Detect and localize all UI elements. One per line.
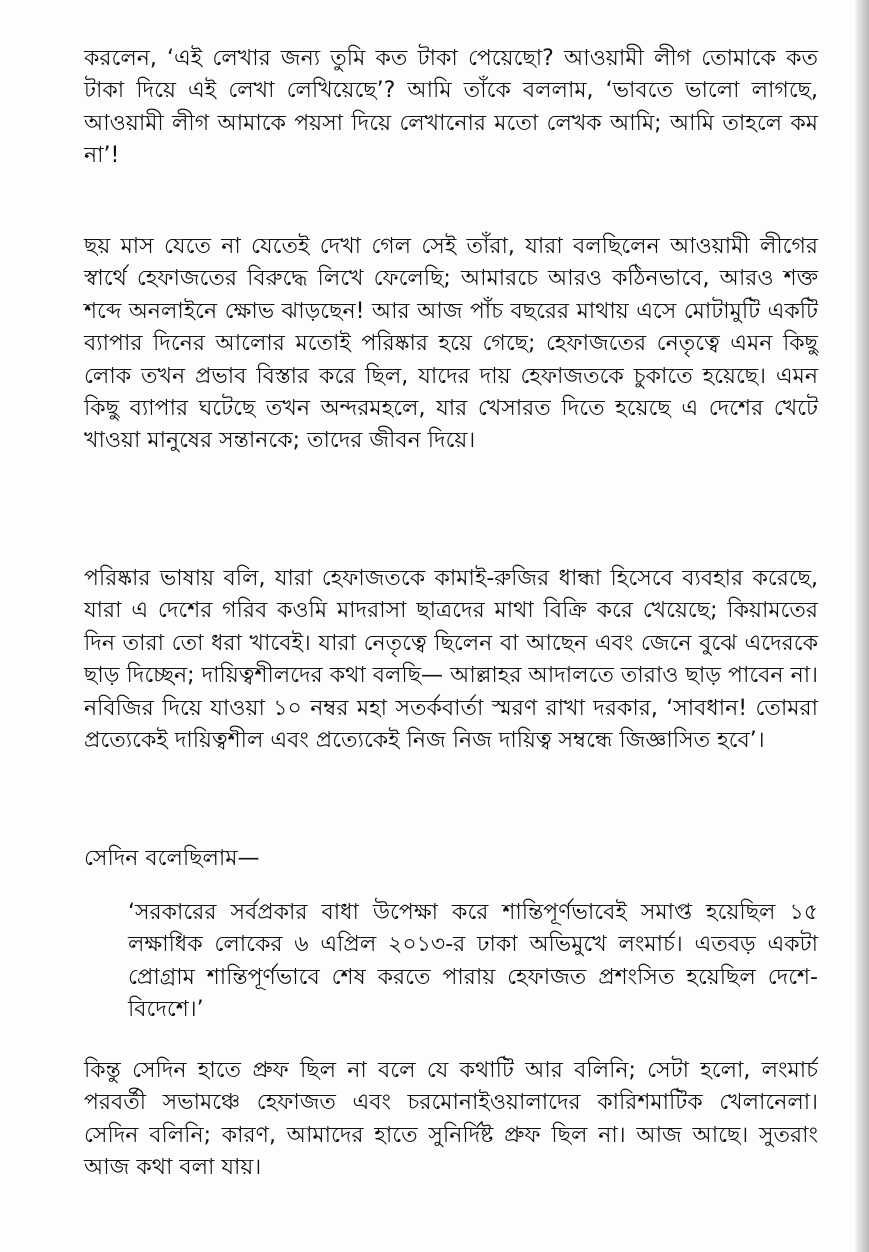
block-quote: ‘সরকারের সর্বপ্রকার বাধা উপেক্ষা করে শান্তিপূর্ণভাবেই সমাপ্ত হয়েছিল ১৫ লক্ষাধিক লোকের ৬ এপ্রিল ২০১৩-র ঢাকা অভিমুখে লংমার্চ। এতবড় একটা প্রোগ্রাম শান্তিপূর্ণভাবে শেষ করতে পারায় হেফাজত প্রশংসিত হয়েছিল দেশে-বিদেশে।’ — [128, 900, 818, 1023]
paragraph-1: করলেন, ‘এই লেখার জন্য তুমি কত টাকা পেয়েছো? আওয়ামী লীগ তোমাকে কত টাকা দিয়ে এই লেখা লেখিয়েছে’? আমি তাঁকে বললাম, ‘ভাবতে ভালো লাগছে, আওয়ামী লীগ আমাকে পয়সা দিয়ে লেখানোর মতো লেখক আমি; আমি তাহলে কম না’! — [84, 46, 818, 169]
paragraph-5: কিন্তু সেদিন হাতে প্রুফ ছিল না বলে যে কথাটি আর বলিনি; সেটা হলো, লংমার্চ পরবর্তী সভামঞ্চে হেফাজত এবং চরমোনাইওয়ালাদের কারিশমাটিক খেলানেলা। সেদিন বলিনি; কারণ, আমাদের হাতে সুনির্দিষ্ট প্রুফ ছিল না। আজ আছে। সুতরাং আজ কথা বলা যায়। — [84, 1058, 818, 1181]
paragraph-4: সেদিন বলেছিলাম— — [84, 846, 260, 871]
paragraph-2: ছয় মাস যেতে না যেতেই দেখা গেল সেই তাঁরা, যারা বলছিলেন আওয়ামী লীগের স্বার্থে হেফাজতের বিরুদ্ধে লিখে ফেলেছি; আমারচে আরও কঠিনভাবে, আরও শক্ত শব্দে অনলাইনে ক্ষোভ ঝাড়ছেন! আর আজ পাঁচ বছরের মাথায় এসে মোটামুটি একটি ব্যাপার দিনের আলোর মতোই পরিষ্কার হয়ে গেছে; হেফাজতের নেতৃত্বে এমন কিছু লোক তখন প্রভাব বিস্তার করে ছিল, যাদের দায় হেফাজতকে চুকাতে হয়েছে। এমন কিছু ব্যাপার ঘটেছে তখন অন্দরমহলে, যার খেসারত দিতে হয়েছে এ দেশের খেটে খাওয়া মানুষের সন্তানকে; তাদের জীবন দিয়ে। — [84, 234, 818, 454]
page-edge-shadow — [855, 0, 869, 1252]
paragraph-3: পরিষ্কার ভাষায় বলি, যারা হেফাজতকে কামাই-রুজির ধান্ধা হিসেবে ব্যবহার করেছে, যারা এ দেশের গরিব কওমি মাদরাসা ছাত্রদের মাথা বিক্রি করে খেয়েছে; কিয়ামতের দিন তারা তো ধরা খাবেই। যারা নেতৃত্বে ছিলেন বা আছেন এবং জেনে বুঝে এদেরকে ছাড় দিচ্ছেন; দায়িত্বশীলদের কথা বলছি— আল্লাহর আদালতে তারাও ছাড় পাবেন না। নবিজির দিয়ে যাওয়া ১০ নম্বর মহা সতর্কবার্তা স্মরণ রাখা দরকার, ‘সাবধান! তোমরা প্রত্যেকেই দায়িত্বশীল এবং প্রত্যেকেই নিজ নিজ দায়িত্ব সম্বন্ধে জিজ্ঞাসিত হবে’। — [84, 566, 818, 754]
